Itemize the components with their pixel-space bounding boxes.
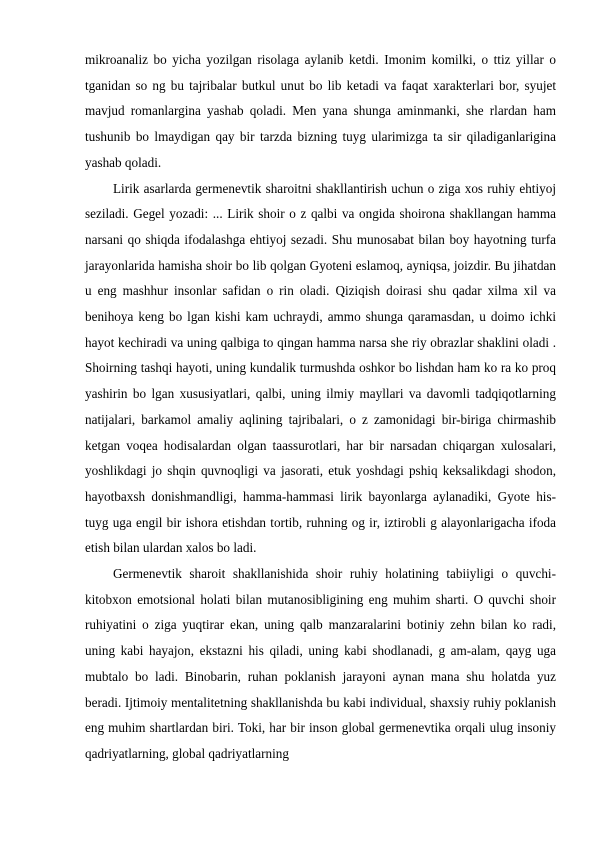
document-page bbox=[85, 47, 556, 767]
paragraph-3: Germenevtik sharoit shakllanishida shoir ruhiy holatining tabiiyligi o quvchi-kitobxon emotsional holati bilan mutanosibligining eng muhim sharti. O quvchi shoir ruhiyatini o ziga yuqtirar ekan, uning qalb manzaralarini botiniy zehn bilan ko radi, uning kabi hayajon, ekstazni his qiladi, uning kabi shodlanadi, g am-alam, qayg uga mubtalo bo ladi. Binobarin, ruhan poklanish jarayoni aynan mana shu holatda yuz beradi. Ijtimoiy mentalitetning shakllanishda bu kabi individual, shaxsiy ruhiy poklanish eng muhim shartlardan biri. Toki, har bir inson global germenevtika orqali ulug insoniy qadriyatlarning, global qadriyatlarning bbox=[85, 566, 556, 761]
paragraph-2: Lirik asarlarda germenevtik sharoitni shakllantirish uchun o ziga xos ruhiy ehtiyoj seziladi. Gegel yozadi: ... Lirik shoir o z qalbi va ongida shoirona shakllangan hamma narsani qo shiqda ifodalashga ehtiyoj sezadi. Shu munosabat bilan boy hayotning turfa jarayonlarida hamisha shoir bo lib qolgan Gyoteni eslamoq, ayniqsa, joizdir. Bu jihatdan u eng mashhur insonlar safidan o rin oladi. Qiziqish doirasi shu qadar xilma xil va benihoya keng bo lgan kishi kam uchraydi, ammo shunga qaramasdan, u doimo ichki hayot kechiradi va uning qalbiga to qingan hamma narsa she riy obrazlar shaklini oladi . Shoirning tashqi hayoti, uning kundalik turmushda oshkor bo lishdan ham ko ra ko proq yashirin bo lgan xususiyatlari, qalbi, uning ilmiy mayllari va davomli tadqiqotlarning natijalari, barkamol amaliy aqlining tajribalari, o z zamonidagi bir-biriga chirmashib ketgan voqea hodisalardan olgan taassurotlari, har bir narsadan chiqargan xulosalari, yoshlikdagi jo shqin quvnoqligi va jasorati, etuk yoshdagi pshiq keksalikdagi shodon, hayotbaxsh donishmandligi, hamma-hammasi lirik bayonlarga aylanadiki, Gyote his-tuyg uga engil bir ishora etishdan tortib, ruhning og ir, iztirobli g alayonlarigacha ifoda etish bilan ulardan xalos bo ladi. bbox=[85, 180, 556, 556]
paragraph-1: mikroanaliz bo yicha yozilgan risolaga aylanib ketdi. Imonim komilki, o ttiz yillar o tganidan so ng bu tajribalar butkul unut bo lib ketadi va faqat xarakterlari bor, syujet mavjud romanlargina yashab qoladi. Men yana shunga aminmanki, she rlardan ham tushunib bo lmaydigan qay bir tarzda bizning tuyg ularimizga ta sir qiladiganlarigina yashab qoladi. bbox=[85, 52, 556, 170]
